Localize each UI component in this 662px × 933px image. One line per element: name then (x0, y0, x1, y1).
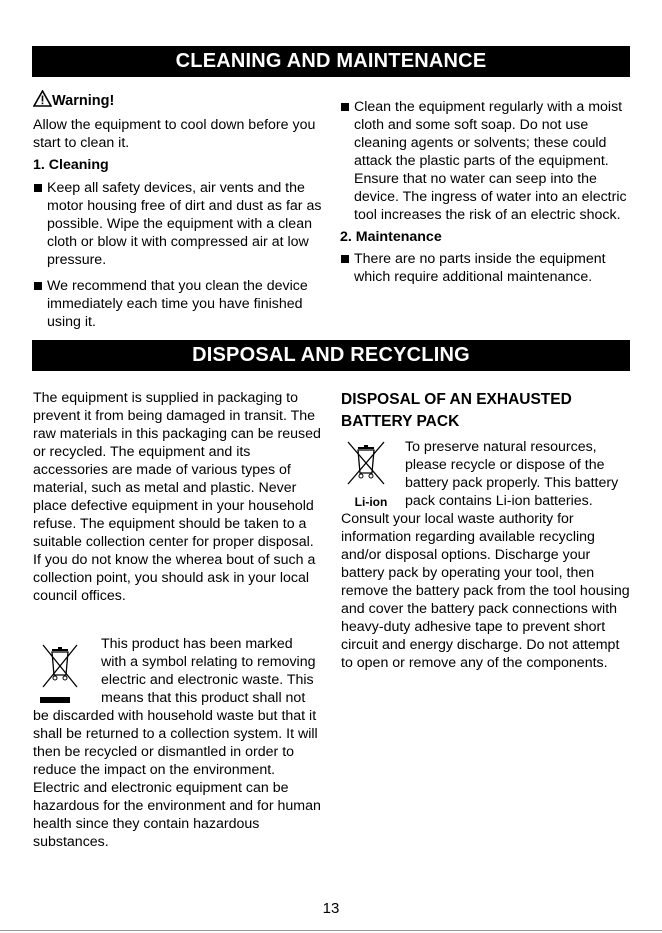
packaging-paragraph: The equipment is supplied in packaging to prevent it from being damaged in transit. The raw materials in this packaging can be reused or recycled. The equipment and its accessories are made of various types of material, such as metal and plastic. Never place defective equipment in your household refuse. The equipment should be taken to a suitable collection center for proper disposal. If you do not know the wherea bout of such a collection point, you should ask in your local council offices. (33, 390, 321, 604)
liion-label: Li-ion (354, 495, 388, 509)
cleaning-right-column (340, 98, 632, 286)
bullet-text: We recommend that you clean the device immediately each time you have finished using it. (47, 278, 308, 330)
warning-label: Warning! (52, 93, 115, 109)
battery-paragraph: To preserve natural resources, please recycle or dispose of the battery pack properly. This battery pack contains Li-ion batteries. Consult your local waste authority for information regarding available recycling and/or disposal options. Discharge your battery pack by operating your tool, then remove the battery pack from the tool housing and cover the battery pack connections with heavy-duty adhesive tape to prevent short circuit and energy discharge. Do not attempt to open or remove any of the components. (341, 439, 630, 671)
square-bullet-icon (341, 103, 349, 111)
battery-heading-line2: BATTERY PACK (341, 413, 460, 430)
bullet-text: Keep all safety devices, air vents and the motor housing free of dirt and dust as far as possible. Wipe the equipment with a clean cloth or blow it with compressed air at low pressure. (47, 180, 322, 268)
cleaning-heading: 1. Cleaning (33, 157, 109, 173)
bullet-item (33, 277, 323, 331)
warning-triangle-icon (33, 90, 52, 107)
footer-divider (0, 930, 662, 931)
bullet-item (33, 179, 323, 269)
bullet-text: Clean the equipment regularly with a moist cloth and some soft soap. Do not use cleaning agents or solvents; these could attack the plastic parts of the equipment. Ensure that no water can seep into the device. The ingress of water into an electric tool increases the risk of an electric shock. (354, 99, 627, 223)
square-bullet-icon (341, 255, 349, 263)
weee-symbol (33, 637, 95, 707)
crossed-out-wheelie-bin-icon (33, 637, 89, 705)
square-bullet-icon (34, 282, 42, 290)
page-number: 13 (322, 900, 340, 917)
warning-text: Allow the equipment to cool down before you start to clean it. (33, 117, 316, 151)
cleaning-left-column (33, 90, 323, 331)
section-title-disposal: DISPOSAL AND RECYCLING (32, 340, 630, 371)
crossed-out-bin-icon (341, 438, 395, 490)
maintenance-heading: 2. Maintenance (340, 229, 442, 245)
square-bullet-icon (34, 184, 42, 192)
disposal-left-column (33, 389, 321, 851)
bullet-text: There are no parts inside the equipment which require additional maintenance. (354, 251, 606, 285)
battery-weee-symbol (341, 438, 401, 510)
section-title-cleaning: CLEANING AND MAINTENANCE (32, 46, 630, 77)
disposal-right-column (341, 389, 633, 672)
warning-heading (33, 90, 323, 110)
bullet-item (340, 98, 632, 224)
bullet-item (340, 250, 632, 286)
weee-paragraph: This product has been marked with a symbol relating to removing electric and electronic waste. This means that this product shall not be discarded with household waste but that it shall be returned to a collection system. It will then be recycled or dismantled in order to reduce the impact on the environment. Electric and electronic equipment can be hazardous for the environment and for human health since they contain hazardous substances. (33, 636, 321, 850)
battery-heading-line1: DISPOSAL OF AN EXHAUSTED (341, 391, 572, 408)
